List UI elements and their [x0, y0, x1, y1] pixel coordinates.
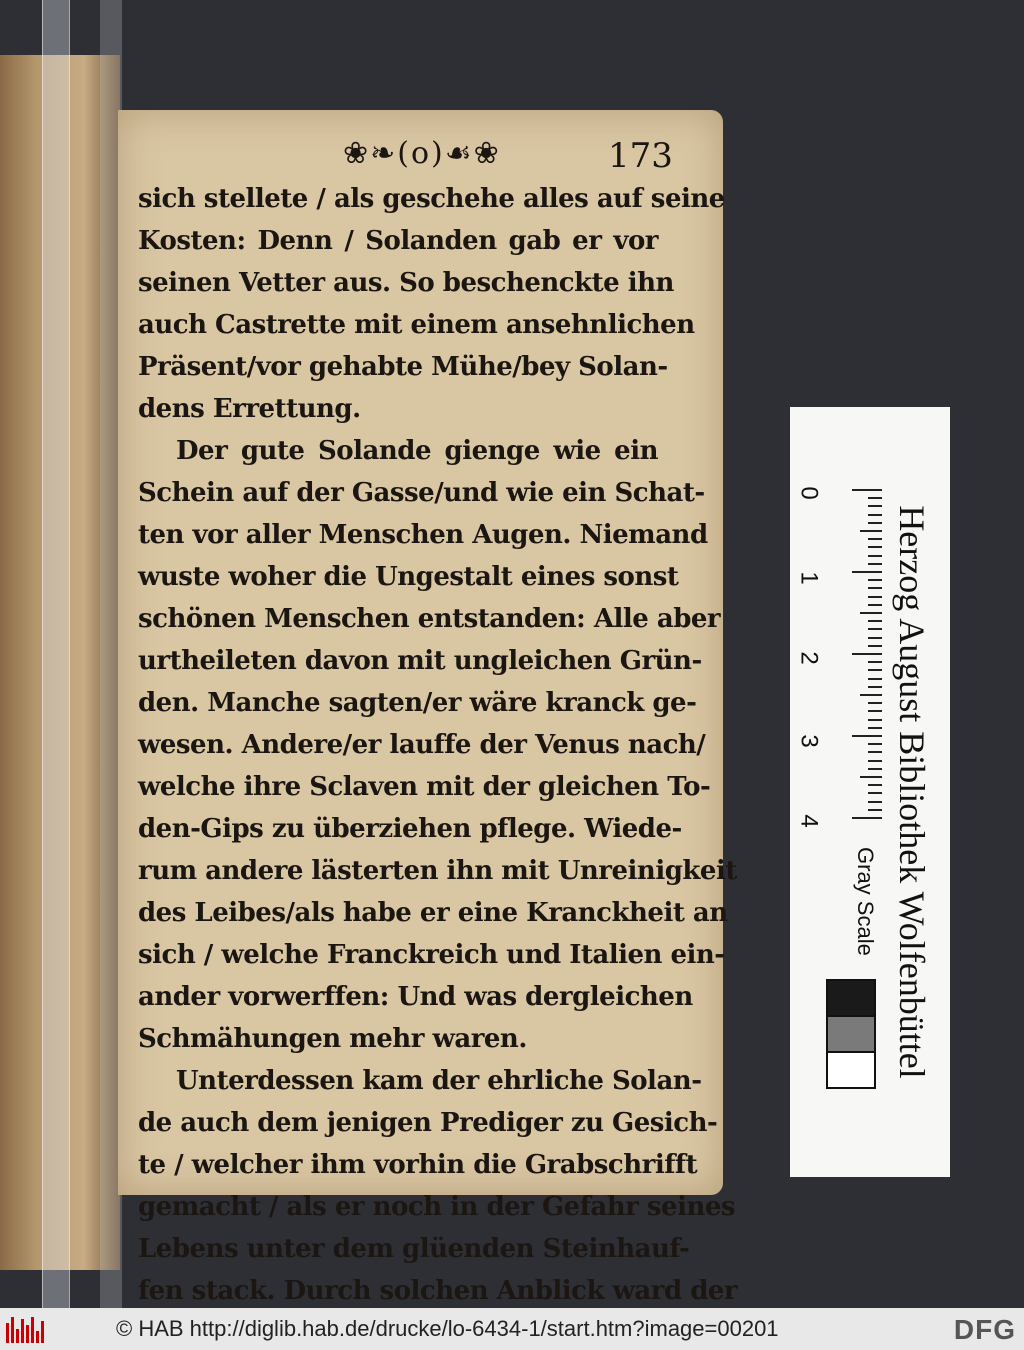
- ruler-tick: [868, 604, 882, 606]
- ruler-number: 4: [795, 814, 823, 828]
- ruler-tick: [868, 645, 882, 647]
- ruler-tick: [868, 563, 882, 565]
- ruler-tick: [852, 653, 882, 655]
- ruler-tick: [868, 678, 882, 680]
- ruler-tick: [868, 669, 882, 671]
- text-line: te / welcher ihm vorhin die Grabschrifft: [138, 1150, 698, 1180]
- text-line: dens Errettung.: [138, 394, 361, 424]
- text-line: Der gute Solande gienge wie ein: [176, 436, 658, 466]
- ruler-tick: [852, 571, 882, 573]
- glass-holder: [42, 0, 70, 1308]
- text-line: Kosten: Denn / Solanden gab er vor: [138, 226, 658, 256]
- ruler-tick: [868, 760, 882, 762]
- text-line: fen stack. Durch solchen Anblick ward der: [138, 1276, 738, 1306]
- ruler-tick: [860, 776, 882, 778]
- ruler-tick: [868, 710, 882, 712]
- ruler-tick: [868, 522, 882, 524]
- ruler-tick: [868, 620, 882, 622]
- text-line: seinen Vetter aus. So beschenckte ihn: [138, 268, 674, 298]
- ruler-tick: [868, 546, 882, 548]
- text-lines: [138, 178, 738, 1308]
- ruler-tick: [868, 702, 882, 704]
- text-line: sich stellete / als geschehe alles auf seine: [138, 184, 725, 214]
- footer-bar: [0, 1308, 1024, 1350]
- ruler-tick: [868, 497, 882, 499]
- ruler-tick: [868, 768, 882, 770]
- hab-logo-icon: [6, 1315, 46, 1343]
- text-line: ander vorwerffen: Und was dergleichen: [138, 982, 693, 1012]
- ruler-tick: [868, 514, 882, 516]
- institution-name: Herzog August Bibliothek Wolfenbüttel: [892, 505, 932, 1079]
- text-line: Präsent/vor gehabte Mühe/bey Solan-: [138, 352, 668, 382]
- header-ornament: ❀❧(o)☙❀: [343, 136, 501, 171]
- ruler-tick: [860, 694, 882, 696]
- text-line: de auch dem jenigen Prediger zu Gesich-: [138, 1108, 718, 1138]
- ruler-tick: [868, 743, 882, 745]
- ruler-tick: [868, 686, 882, 688]
- ruler-tick: [868, 792, 882, 794]
- text-line: Schein auf der Gasse/und wie ein Schat-: [138, 478, 705, 508]
- text-line: ten vor aller Menschen Augen. Niemand: [138, 520, 708, 550]
- text-line: welche ihre Sclaven mit der gleichen To-: [138, 772, 711, 802]
- ruler-tick: [860, 612, 882, 614]
- text-line: auch Castrette mit einem ansehnlichen: [138, 310, 695, 340]
- ruler-tick: [868, 596, 882, 598]
- ruler-number: 1: [795, 571, 823, 585]
- ruler-tick: [868, 628, 882, 630]
- ruler-tick: [868, 505, 882, 507]
- ruler-tick: [860, 530, 882, 532]
- scale-ruler: [790, 407, 950, 1177]
- text-line: Lebens unter dem glüenden Steinhauf-: [138, 1234, 690, 1264]
- text-line: den-Gips zu überziehen pflege. Wiede-: [138, 814, 682, 844]
- text-line: urtheileten davon mit ungleichen Grün-: [138, 646, 702, 676]
- gray-scale-label: Gray Scale: [853, 847, 878, 956]
- copyright-credit: © HAB http://diglib.hab.de/drucke/lo-6434-1/start.htm?image=00201: [116, 1316, 779, 1341]
- text-line: wuste woher die Ungestalt eines sonst: [138, 562, 679, 592]
- ruler-tick: [868, 801, 882, 803]
- ruler-tick: [868, 538, 882, 540]
- ruler-number: 2: [795, 651, 823, 665]
- ruler-tick: [852, 489, 882, 491]
- ruler-tick: [868, 661, 882, 663]
- ruler-tick: [868, 587, 882, 589]
- page-header: [138, 128, 673, 178]
- text-line: des Leibes/als habe er eine Kranckheit an: [138, 898, 728, 928]
- text-line: den. Manche sagten/er wäre kranck ge-: [138, 688, 697, 718]
- text-line: sich / welche Franckreich und Italien ein-: [138, 940, 725, 970]
- ruler-tick: [868, 751, 882, 753]
- page-text-block: [138, 128, 738, 1308]
- ruler-tick: [868, 579, 882, 581]
- text-line: Unterdessen kam der ehrliche Solan-: [176, 1066, 702, 1096]
- ruler-tick: [868, 809, 882, 811]
- ruler-number: 3: [795, 734, 823, 748]
- text-line: gemacht / als er noch in der Gefahr seines: [138, 1192, 736, 1222]
- dfg-logo: DFG: [953, 1314, 1016, 1345]
- ruler-tick: [868, 637, 882, 639]
- ruler-number: 0: [795, 486, 823, 500]
- gray-swatch-white: [826, 1051, 876, 1089]
- ruler-tick: [852, 817, 882, 819]
- ruler-tick: [868, 784, 882, 786]
- gray-swatch-black: [826, 979, 876, 1017]
- text-line: rum andere lästerten ihn mit Unreinigkeit: [138, 856, 737, 886]
- text-line: Schmähungen mehr waren.: [138, 1024, 527, 1054]
- book-page: [118, 110, 738, 1306]
- ruler-tick: [868, 727, 882, 729]
- page-number: 173: [608, 136, 673, 176]
- ruler-tick: [868, 719, 882, 721]
- text-line: wesen. Andere/er lauffe der Venus nach/: [138, 730, 706, 760]
- gray-swatch-mid: [826, 1015, 876, 1053]
- text-line: schönen Menschen entstanden: Alle aber: [138, 604, 721, 634]
- ruler-tick: [852, 735, 882, 737]
- ruler-tick: [868, 555, 882, 557]
- ruler-institution-label: [882, 442, 942, 1142]
